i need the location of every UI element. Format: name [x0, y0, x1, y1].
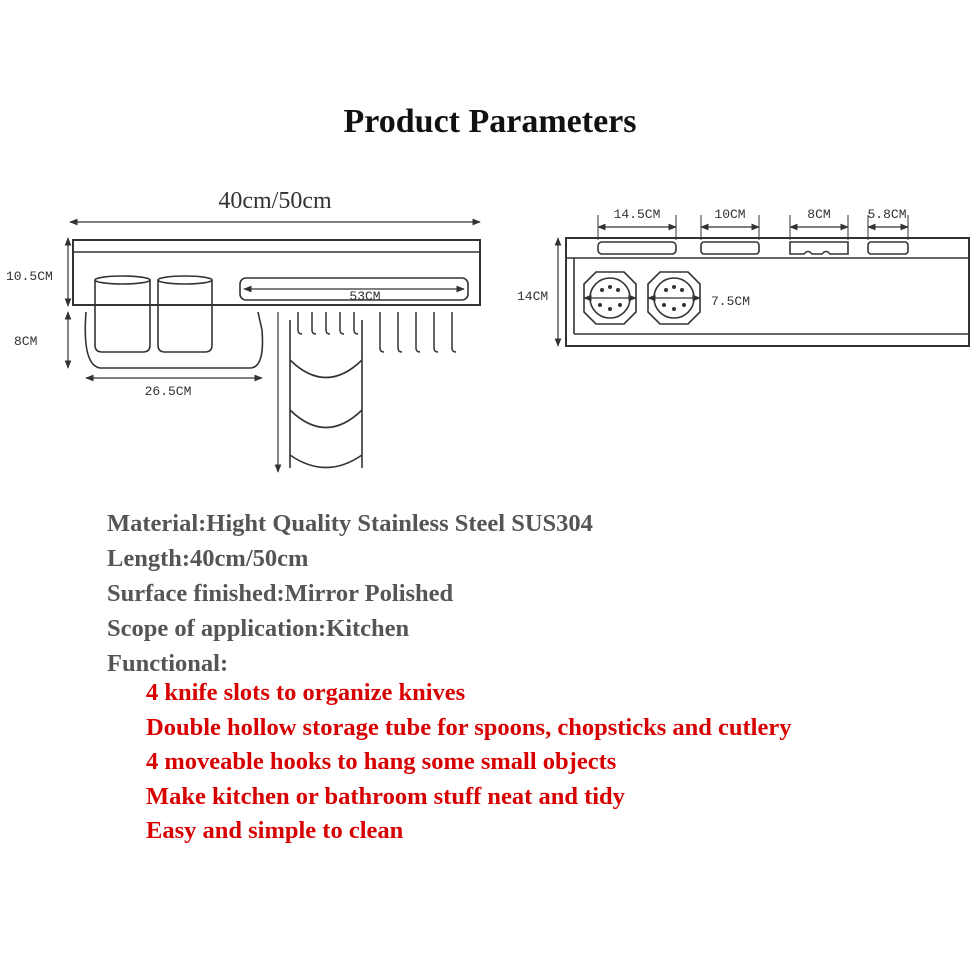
- top-view: [558, 215, 969, 346]
- spec-material: Material:Hight Quality Stainless Steel SUS304: [107, 510, 593, 537]
- rail-length-label: 53CM: [349, 289, 381, 304]
- depth-label: 14CM: [517, 289, 549, 304]
- tube-diameter-label: 7.5CM: [711, 294, 751, 309]
- spec-scope: Scope of application:Kitchen: [107, 615, 410, 642]
- feature-list: [146, 676, 791, 849]
- front-view: [68, 222, 480, 472]
- top-height-label: 10.5CM: [6, 269, 53, 284]
- feature-item: Double hollow storage tube for spoons, chopsticks and cutlery: [146, 713, 792, 741]
- spec-surface: Surface finished:Mirror Polished: [107, 580, 454, 607]
- spec-length: Length:40cm/50cm: [107, 545, 309, 572]
- feature-item: Easy and simple to clean: [146, 817, 404, 844]
- lower-height-label: 8CM: [14, 334, 38, 349]
- feature-item: Make kitchen or bathroom stuff neat and tidy: [146, 782, 625, 810]
- tube-section-length-label: 26.5CM: [144, 384, 192, 399]
- slot-1-label: 14.5CM: [613, 207, 661, 222]
- slot-4-label: 5.8CM: [867, 207, 907, 222]
- page-title: Product Parameters: [343, 103, 637, 140]
- slot-3-label: 8CM: [807, 207, 831, 222]
- feature-item: 4 knife slots to organize knives: [146, 679, 466, 706]
- spec-list: [107, 506, 593, 681]
- spec-functional: Functional:: [107, 650, 229, 677]
- total-length-label: 40cm/50cm: [218, 188, 332, 214]
- feature-item: 4 moveable hooks to hang some small objects: [146, 748, 617, 775]
- slot-2-label: 10CM: [714, 207, 746, 222]
